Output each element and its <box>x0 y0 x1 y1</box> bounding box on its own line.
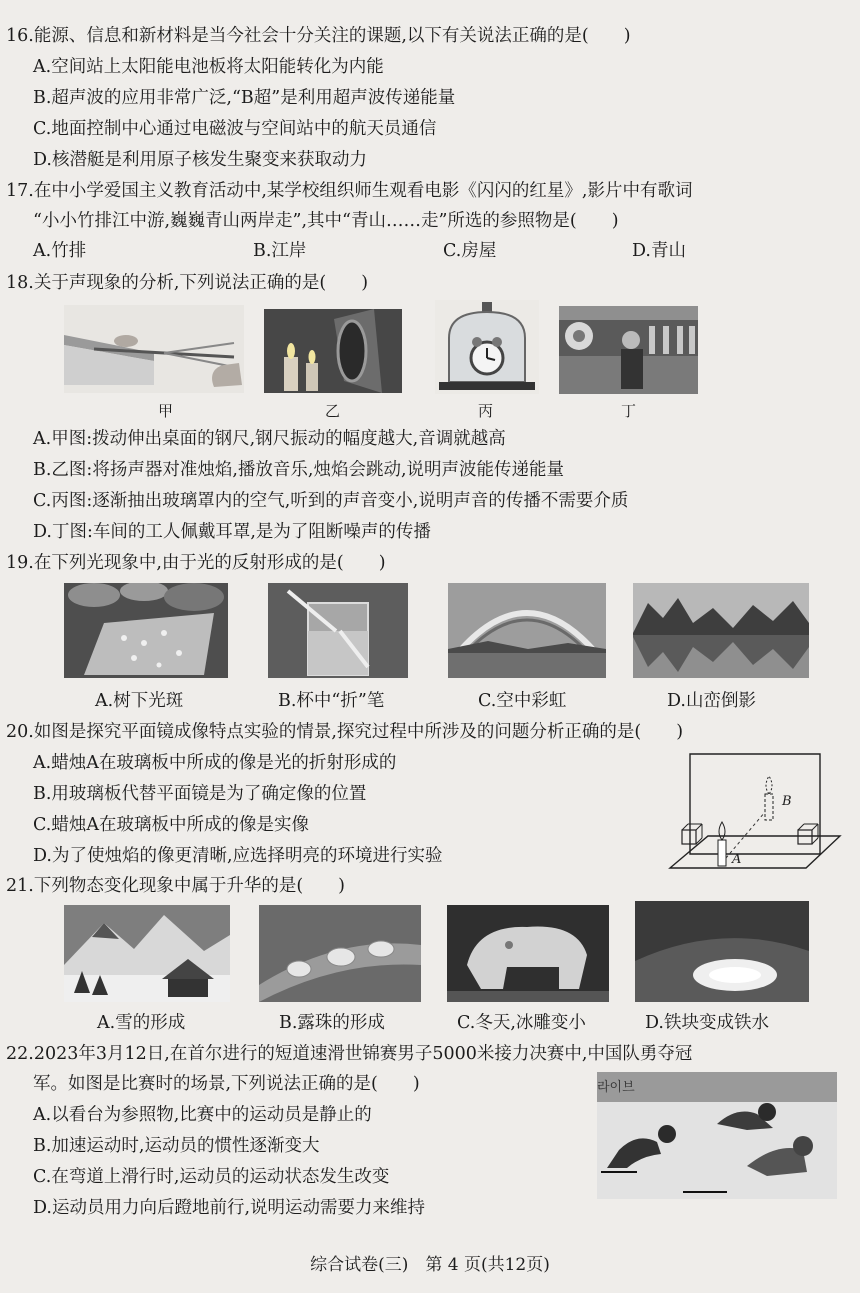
bell-jar-clock-image <box>435 300 539 394</box>
speaker-candle-image <box>264 309 402 393</box>
candle-a-label: A <box>732 852 742 867</box>
q19-option-a: A.树下光斑 <box>95 691 184 711</box>
q18-option-a: A.甲图:拨动伸出桌面的钢尺,钢尺振动的幅度越大,音调就越高 <box>33 429 506 449</box>
mountain-reflection-image <box>633 583 809 678</box>
speed-skating-image <box>597 1072 837 1199</box>
q16-stem: 16.能源、信息和新材料是当今社会十分关注的课题,以下有关说法正确的是( ) <box>6 26 631 46</box>
tree-light-spots-image <box>64 583 228 678</box>
q21-option-d: D.铁块变成铁水 <box>645 1013 769 1033</box>
q22-option-a: A.以看台为参照物,比赛中的运动员是静止的 <box>33 1105 372 1125</box>
q22-option-d: D.运动员用力向后蹬地前行,说明运动需要力来维持 <box>33 1198 426 1218</box>
q22-option-b: B.加速运动时,运动员的惯性逐渐变大 <box>33 1136 320 1156</box>
q17-option-d: D.青山 <box>632 241 686 261</box>
q22-stem-line1: 22.2023年3月12日,在首尔进行的短道速滑世锦赛男子5000米接力决赛中,中国队勇夺冠 <box>6 1044 693 1064</box>
q18-option-d: D.丁图:车间的工人佩戴耳罩,是为了阻断噪声的传播 <box>33 522 431 542</box>
q21-option-b: B.露珠的形成 <box>279 1013 385 1033</box>
q20-stem: 20.如图是探究平面镜成像特点实验的情景,探究过程中所涉及的问题分析正确的是( ) <box>6 722 684 742</box>
arena-banner-text: 라이브 <box>597 1080 635 1095</box>
q17-option-a: A.竹排 <box>33 241 87 261</box>
q17-option-b: B.江岸 <box>253 241 307 261</box>
figure-label-yi: 乙 <box>325 402 341 420</box>
q17-stem-line2: “小小竹排江中游,巍巍青山两岸走”,其中“青山……走”所选的参照物是( ) <box>33 211 619 231</box>
q16-option-c: C.地面控制中心通过电磁波与空间站中的航天员通信 <box>33 119 437 139</box>
pencil-in-glass-image <box>268 583 408 678</box>
q19-option-c: C.空中彩虹 <box>478 691 567 711</box>
q20-option-a: A.蜡烛A在玻璃板中所成的像是光的折射形成的 <box>33 753 397 773</box>
figure-label-ding: 丁 <box>621 402 637 420</box>
factory-worker-image <box>559 306 698 394</box>
q20-option-b: B.用玻璃板代替平面镜是为了确定像的位置 <box>33 784 367 804</box>
q17-option-c: C.房屋 <box>443 241 497 261</box>
q17-stem-line1: 17.在中小学爱国主义教育活动中,某学校组织师生观看电影《闪闪的红星》,影片中有歌词 <box>6 181 693 201</box>
q19-stem: 19.在下列光现象中,由于光的反射形成的是( ) <box>6 553 386 573</box>
q19-option-d: D.山峦倒影 <box>667 691 756 711</box>
q21-option-a: A.雪的形成 <box>97 1013 186 1033</box>
q22-stem-line2: 军。如图是比赛时的场景,下列说法正确的是( ) <box>33 1074 420 1094</box>
q19-option-b: B.杯中“折”笔 <box>278 691 385 711</box>
q16-option-b: B.超声波的应用非常广泛,“B超”是利用超声波传递能量 <box>33 88 456 108</box>
plane-mirror-diagram <box>668 750 844 876</box>
q18-option-b: B.乙图:将扬声器对准烛焰,播放音乐,烛焰会跳动,说明声波能传递能量 <box>33 460 565 480</box>
q18-stem: 18.关于声现象的分析,下列说法正确的是( ) <box>6 273 369 293</box>
steel-ruler-image <box>64 305 244 393</box>
q20-option-c: C.蜡烛A在玻璃板中所成的像是实像 <box>33 815 309 835</box>
snow-scene-image <box>64 905 230 1002</box>
molten-iron-image <box>635 901 809 1002</box>
rainbow-image <box>448 583 606 678</box>
ice-sculpture-image <box>447 905 609 1002</box>
q22-option-c: C.在弯道上滑行时,运动员的运动状态发生改变 <box>33 1167 390 1187</box>
dew-drops-image <box>259 905 421 1002</box>
figure-label-jia: 甲 <box>158 402 174 420</box>
figure-label-bing: 丙 <box>478 402 494 420</box>
q18-option-c: C.丙图:逐渐抽出玻璃罩内的空气,听到的声音变小,说明声音的传播不需要介质 <box>33 491 629 511</box>
image-b-label: B <box>782 794 792 809</box>
page-footer: 综合试卷(三) 第 4 页(共12页) <box>310 1255 550 1275</box>
q16-option-d: D.核潜艇是利用原子核发生聚变来获取动力 <box>33 150 367 170</box>
q20-option-d: D.为了使烛焰的像更清晰,应选择明亮的环境进行实验 <box>33 846 443 866</box>
q21-stem: 21.下列物态变化现象中属于升华的是( ) <box>6 876 345 896</box>
q16-option-a: A.空间站上太阳能电池板将太阳能转化为内能 <box>33 57 384 77</box>
q21-option-c: C.冬天,冰雕变小 <box>457 1013 586 1033</box>
